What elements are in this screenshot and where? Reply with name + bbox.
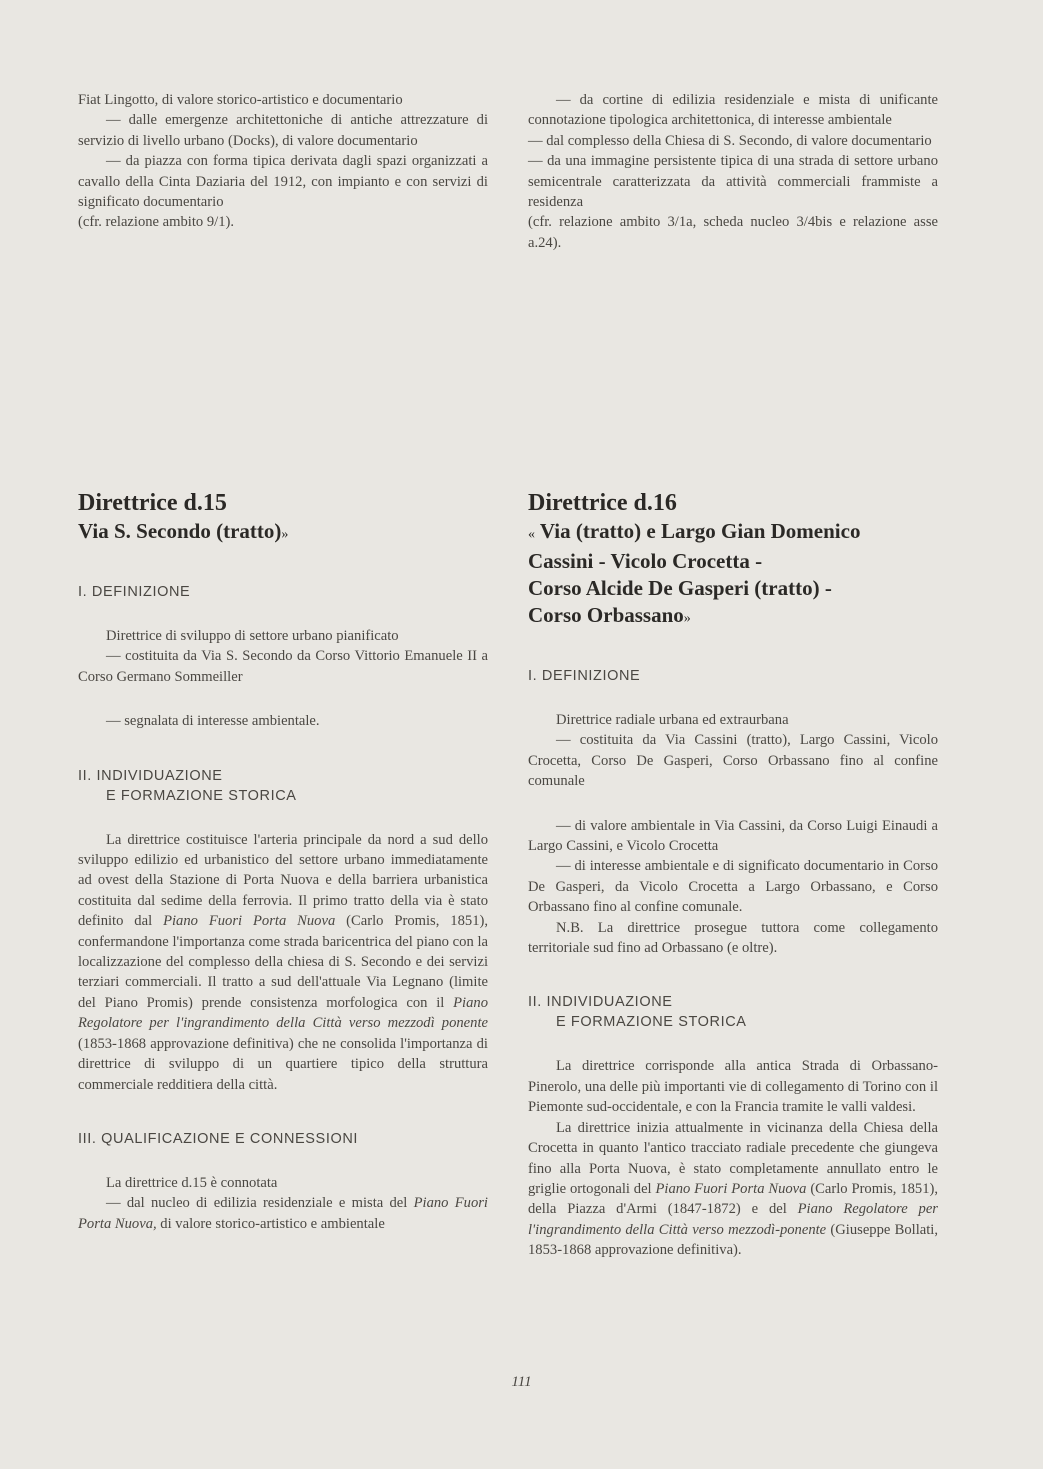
section-subtitle: [528, 518, 938, 632]
text-run: (Carlo Promis, 1851), confermandone l'importanza come strada baricentrica del piano con la localizzazione del complesso della chiesa di S. Secondo e dei servizi terziari commerciali. Il tratto a sud dell'attuale Via Legnano (limite del Piano Promis) prende consistenza morfologica con il: [78, 913, 488, 1011]
paragraph: — da una immagine persistente tipica di una strada di settore urbano semicentrale caratterizzata da attività commerciali frammiste a residenza: [528, 153, 938, 211]
paragraph: — dal complesso della Chiesa di S. Secondo, di valore documentario: [528, 132, 932, 149]
paragraph: — dalle emergenze architettoniche di antiche attrezzature di servizio di livello urbano (Docks), di valore documentario: [78, 112, 488, 149]
text-run: La direttrice inizia attualmente in vicinanza della Chiesa della Crocetta in quanto l'antico tracciato radiale precedente che giungeva fino alla Porta Nuova, è stato completamente annullato entro le griglie ortogonali del: [528, 1119, 938, 1197]
paragraph: — da piazza con forma tipica derivata dagli spazi organizzati a cavallo della Cinta Daziaria del 1912, con impianto e con servizi di significato documentario: [78, 153, 488, 211]
paragraph: (cfr. relazione ambito 3/1a, scheda nucleo 3/4bis e relazione asse a.24).: [528, 214, 938, 251]
heading-definizione: I. DEFINIZIONE: [78, 584, 191, 600]
heading-definizione: I. DEFINIZIONE: [528, 668, 641, 684]
paragraph: La direttrice d.15 è connotata: [106, 1174, 278, 1191]
heading-qualificazione: III. QUALIFICAZIONE E CONNESSIONI: [78, 1130, 359, 1147]
direttrice-d16: [528, 488, 938, 1261]
heading-individuazione: [528, 992, 938, 1032]
paragraph: — costituita da Via S. Secondo da Corso Vittorio Emanuele II a Corso Germano Sommeiller: [78, 648, 488, 685]
paragraph: — di interesse ambientale e di significato documentario in Corso De Gasperi, da Vicolo Crocetta a Largo Orbassano, e Corso Orbassano fino al confine comunale.: [528, 858, 938, 916]
open-quote: «: [528, 527, 535, 542]
paragraph: [78, 830, 488, 1095]
paragraph: — segnalata di interesse ambientale.: [106, 713, 320, 730]
text-run: La direttrice costituisce l'arteria principale da nord a sud dello sviluppo edilizio ed urbanistico del settore urbano immediatamente ad ovest della Stazione di Porta Nuova e della barriera urbanistica costituita dal sedime della ferrovia. Il primo tratto della via è stato definito dal: [78, 831, 488, 930]
italic-title: Piano Regolatore per l'ingrandimento della Città verso mezzodì-ponente: [528, 1201, 938, 1238]
paragraph: [78, 1193, 488, 1234]
paragraph: (cfr. relazione ambito 9/1).: [78, 214, 235, 231]
paragraph: — da cortine di edilizia residenziale e mista di unificante connotazione tipologica architettonica, di interesse ambientale: [528, 92, 938, 129]
subtitle-line: Via (tratto) e Largo Gian Domenico: [539, 519, 861, 543]
subtitle-line: Corso Orbassano: [528, 603, 684, 627]
heading-line-2: E FORMAZIONE STORICA: [556, 1014, 747, 1031]
subtitle-line: Cassini - Vicolo Crocetta -: [528, 549, 763, 573]
text-run: (Carlo Promis, 1851), della Piazza d'Armi (1847-1872) e del: [528, 1180, 938, 1218]
text-run: di valore storico-artistico e ambientale: [156, 1215, 385, 1232]
paragraph: Direttrice di sviluppo di settore urbano pianificato: [106, 628, 399, 644]
close-quote: »: [281, 527, 289, 542]
italic-title: Piano Regolatore per l'ingrandimento della Città verso mezzodì ponente: [78, 994, 488, 1032]
section-title: Direttrice d.15: [78, 490, 227, 516]
subtitle-text: Via S. Secondo (tratto): [78, 519, 282, 543]
section-subtitle: [78, 518, 488, 548]
italic-title: Piano Fuori Porta Nuova: [655, 1180, 807, 1197]
heading-line-1: II. INDIVIDUAZIONE: [528, 994, 673, 1011]
paragraph: [528, 1118, 938, 1261]
heading-line-1: II. INDIVIDUAZIONE: [78, 767, 223, 784]
paragraph: — di valore ambientale in Via Cassini, da Corso Luigi Einaudi a Largo Cassini, e Vicolo Crocetta: [528, 817, 938, 855]
italic-title: Piano Fuori Porta Nuova,: [78, 1195, 488, 1232]
subtitle-line: Corso Alcide De Gasperi (tratto) -: [528, 576, 832, 600]
close-quote: »: [683, 611, 691, 626]
heading-individuazione: [78, 766, 488, 806]
text-run: (Giuseppe Bollati, 1853-1868 approvazione definitiva).: [528, 1221, 938, 1259]
page-number: 111: [511, 1374, 532, 1390]
italic-title: Piano Fuori Porta Nuova: [163, 913, 336, 930]
paragraph: Fiat Lingotto, di valore storico-artistico e documentario: [78, 92, 403, 108]
section-title: Direttrice d.16: [528, 490, 677, 516]
paragraph: Direttrice radiale urbana ed extraurbana: [556, 712, 789, 728]
text-run: — dal nucleo di edilizia residenziale e mista del: [106, 1195, 414, 1212]
right-top-column: [528, 90, 938, 253]
heading-line-2: E FORMAZIONE STORICA: [106, 787, 297, 804]
left-top-column: [78, 90, 488, 233]
paragraph: N.B. La direttrice prosegue tuttora come collegamento territoriale sud fino ad Orbassano (e oltre).: [528, 919, 938, 957]
text-run: (1853-1868 approvazione definitiva) che ne consolida l'importanza di direttrice di sviluppo di un quartiere tipico della struttura commerciale redditiera della città.: [78, 1035, 488, 1093]
direttrice-d15: [78, 488, 488, 1234]
paragraph: — costituita da Via Cassini (tratto), Largo Cassini, Vicolo Crocetta, Corso De Gasperi, Corso Orbassano fino al confine comunale: [528, 732, 938, 790]
paragraph: La direttrice corrisponde alla antica Strada di Orbassano-Pinerolo, una delle più importanti vie di collegamento di Torino con il Piemonte sud-occidentale, e con la Francia tramite le valli valdesi.: [528, 1058, 938, 1116]
